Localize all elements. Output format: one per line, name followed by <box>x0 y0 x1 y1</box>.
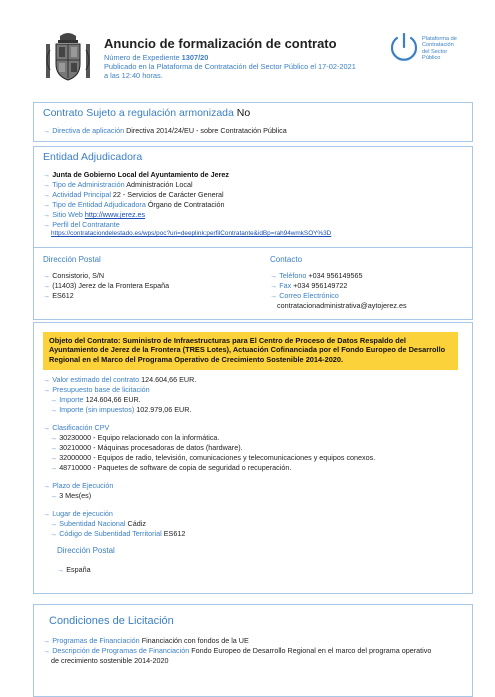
plazo-title: → Plazo de Ejecución <box>43 481 114 490</box>
lugar-direccion-value: → España <box>57 565 91 574</box>
cpv-item: → 48710000 - Paquetes de software de copia de seguridad o recuperación. <box>50 463 292 472</box>
objeto-highlight: Objeto del Contrato: Suministro de Infraestructuras para El Centro de Proceso de Datos Respaldo del Ayuntamiento de Jerez de la Frontera (TRES Lotes), Actuación Cofinanciada por el Fondo Europeo de Desarrollo Regional en el Marco del Programa Operativo de Crecimiento Sostenible 2014-2020. <box>43 332 458 370</box>
subentidad-row: → Subentidad Nacional Cádiz <box>50 519 146 528</box>
sitio-web-row: → Sitio Web http://www.jerez.es <box>43 210 146 219</box>
cpv-item: → 30230000 - Equipo relacionado con la informática. <box>50 433 220 442</box>
correo-row: → Correo Electrónico <box>270 291 339 300</box>
correo-value: contratacionadministrativa@aytojerez.es <box>277 301 407 310</box>
perfil-link[interactable]: https://contrataciondelestado.es/wps/poc?uri=deeplink:perfilContratante&idBp=rah94wmkSOY%3D <box>51 230 332 237</box>
direccion-title: Dirección Postal <box>43 255 101 264</box>
document-header <box>0 0 495 92</box>
sitio-web-link[interactable]: http://www.jerez.es <box>84 210 146 219</box>
tipo-admin-row: → Tipo de Administración Administración Local <box>43 180 193 189</box>
page-title: Anuncio de formalización de contrato <box>104 36 337 51</box>
sin-impuestos-row: → Importe (sin impuestos) 102.979,06 EUR. <box>50 405 192 414</box>
platform-logo-text: Plataforma de Contratación del Sector Público <box>422 36 457 62</box>
published-time: a las 12:40 horas. <box>104 71 163 80</box>
actividad-row: → Actividad Principal 22 - Servicios de Carácter General <box>43 190 224 199</box>
tipo-entidad-row: → Tipo de Entidad Adjudicadora Órgano de Contratación <box>43 200 225 209</box>
lugar-direccion-title: Dirección Postal <box>57 546 115 555</box>
codigo-row: → Código de Subentidad Territorial ES612 <box>50 529 186 538</box>
telefono-row: → Teléfono +034 956149565 <box>270 271 363 280</box>
cpv-title: → Clasificación CPV <box>43 423 110 432</box>
expediente-label: Número de Expediente <box>104 53 180 62</box>
fax-row: → Fax +034 956149722 <box>270 281 348 290</box>
entidad-name: → Junta de Gobierno Local del Ayuntamiento de Jerez <box>43 170 229 179</box>
directiva-row: → Directiva de aplicación Directiva 2014/24/EU - sobre Contratación Pública <box>43 126 287 135</box>
entidad-section <box>33 146 473 320</box>
condiciones-section <box>33 604 473 697</box>
descripcion-row: → Descripción de Programas de Financiación Fondo Europeo de Desarrollo Regional en el marco del programa operativo <box>43 646 432 655</box>
perfil-row: → Perfil del Contratante <box>43 220 120 229</box>
direccion-line-3: → ES612 <box>43 291 74 300</box>
cpv-item: → 30210000 - Máquinas procesadoras de datos (hardware). <box>50 443 243 452</box>
descripcion-row-2: de crecimiento sostenible 2014-2020 <box>51 656 169 665</box>
entidad-title: Entidad Adjudicadora <box>43 151 143 163</box>
condiciones-title: Condiciones de Licitación <box>49 615 174 627</box>
importe-row: → Importe 124.604,66 EUR. <box>50 395 141 404</box>
contacto-title: Contacto <box>270 255 303 264</box>
contrato-section <box>33 102 473 142</box>
plazo-value: → 3 Mes(es) <box>50 491 92 500</box>
published-line: Publicado en la Plataforma de Contratación del Sector Público el 17-02-2021 <box>104 62 356 71</box>
expediente-line <box>104 53 208 62</box>
valor-estimado-row: → Valor estimado del contrato 124.604,66 EUR. <box>43 375 197 384</box>
presupuesto-row: → Presupuesto base de licitación <box>43 385 150 394</box>
lugar-title: → Lugar de ejecución <box>43 509 113 518</box>
direccion-line-2: → (11403) Jerez de la Frontera España <box>43 281 170 290</box>
programas-row: → Programas de Financiación Financiación con fondos de la UE <box>43 636 249 645</box>
expediente-value: 1307/20 <box>181 53 209 62</box>
contrato-title: Contrato Sujeto a regulación armonizada No <box>43 107 251 119</box>
coat-of-arms-icon <box>44 30 92 84</box>
platform-logo-icon <box>388 32 420 64</box>
cpv-item: → 32000000 - Equipos de radio, televisión, comunicaciones y telecomunicaciones y equipos conexos. <box>50 453 376 462</box>
direccion-line-1: → Consistorio, S/N <box>43 271 105 280</box>
